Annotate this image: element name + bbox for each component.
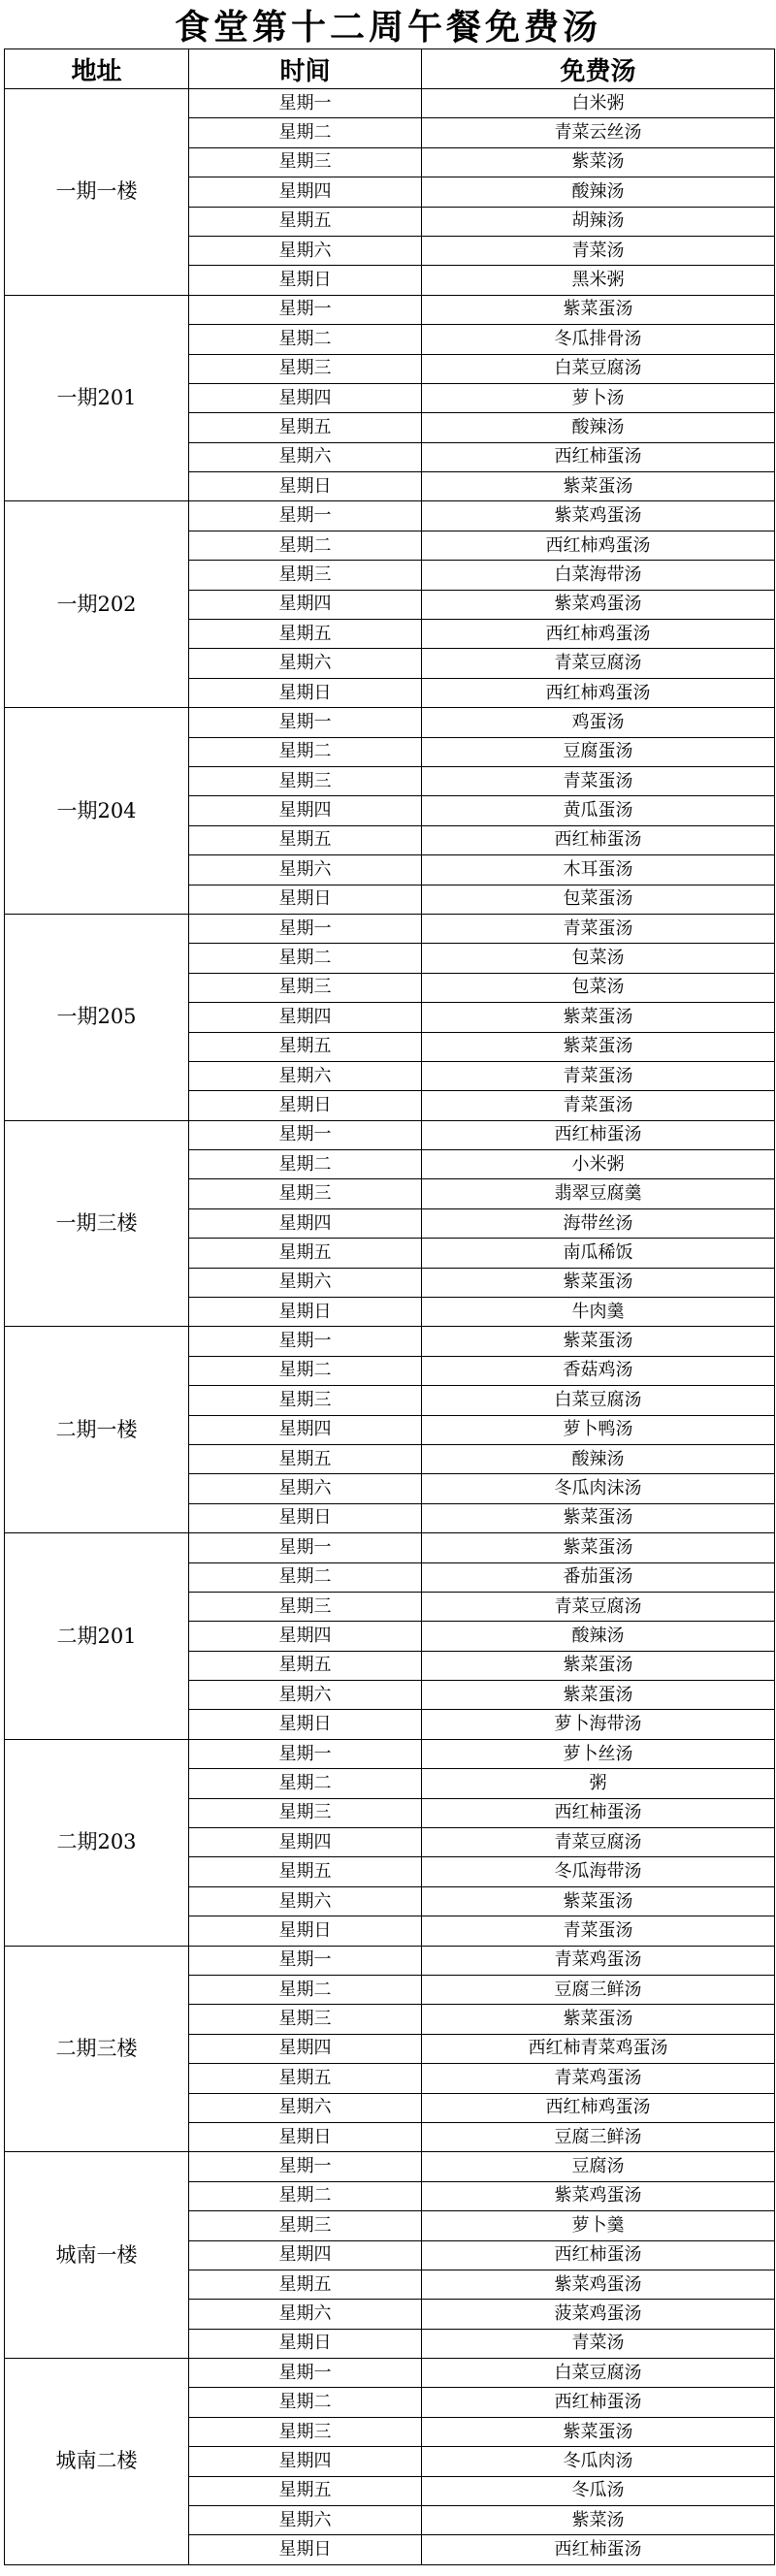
soup-cell: 紫菜蛋汤: [422, 2417, 775, 2446]
day-cell: 星期三: [189, 1179, 422, 1208]
location-cell: 二期201: [5, 1533, 189, 1740]
soup-cell: 青菜汤: [422, 2329, 775, 2358]
table-row: [5, 89, 775, 118]
soup-cell: 萝卜汤: [422, 383, 775, 412]
location-cell: 城南二楼: [5, 2359, 189, 2565]
day-cell: 星期一: [189, 914, 422, 943]
soup-cell: 紫菜蛋汤: [422, 2005, 775, 2034]
day-cell: 星期二: [189, 1769, 422, 1798]
day-cell: 星期六: [189, 236, 422, 265]
day-cell: 星期二: [189, 1150, 422, 1179]
soup-cell: 紫菜蛋汤: [422, 1327, 775, 1356]
soup-cell: 白菜豆腐汤: [422, 2359, 775, 2388]
soup-cell: 酸辣汤: [422, 1622, 775, 1651]
soup-cell: 豆腐三鲜汤: [422, 1976, 775, 2005]
day-cell: 星期四: [189, 1003, 422, 1032]
day-cell: 星期三: [189, 2211, 422, 2240]
day-cell: 星期五: [189, 207, 422, 236]
soup-cell: 包菜汤: [422, 944, 775, 973]
soup-cell: 西红柿蛋汤: [422, 1120, 775, 1149]
day-cell: 星期四: [189, 2447, 422, 2476]
soup-cell: 白菜豆腐汤: [422, 1386, 775, 1415]
header-row: [5, 49, 775, 89]
day-cell: 星期二: [189, 118, 422, 147]
table-row: [5, 295, 775, 324]
soup-cell: 西红柿蛋汤: [422, 825, 775, 854]
day-cell: 星期二: [189, 1976, 422, 2005]
day-cell: 星期五: [189, 620, 422, 649]
day-cell: 星期四: [189, 383, 422, 412]
table-row: [5, 2152, 775, 2181]
day-cell: 星期三: [189, 1386, 422, 1415]
soup-cell: 紫菜鸡蛋汤: [422, 2181, 775, 2210]
soup-cell: 木耳蛋汤: [422, 855, 775, 885]
day-cell: 星期二: [189, 944, 422, 973]
soup-cell: 青菜豆腐汤: [422, 1828, 775, 1857]
table-row: [5, 914, 775, 943]
soup-cell: 西红柿蛋汤: [422, 2388, 775, 2417]
soup-cell: 黑米粥: [422, 266, 775, 295]
soup-cell: 粥: [422, 1769, 775, 1798]
day-cell: 星期六: [189, 442, 422, 471]
day-cell: 星期四: [189, 2240, 422, 2270]
day-cell: 星期二: [189, 2181, 422, 2210]
soup-cell: 紫菜蛋汤: [422, 1032, 775, 1061]
day-cell: 星期日: [189, 472, 422, 501]
day-cell: 星期四: [189, 1622, 422, 1651]
soup-cell: 西红柿鸡蛋汤: [422, 2093, 775, 2122]
location-cell: 二期203: [5, 1739, 189, 1946]
soup-cell: 白菜豆腐汤: [422, 354, 775, 383]
soup-cell: 酸辣汤: [422, 413, 775, 442]
table-row: [5, 1533, 775, 1562]
table-row: [5, 708, 775, 737]
location-cell: 城南一楼: [5, 2152, 189, 2359]
day-cell: 星期五: [189, 1032, 422, 1061]
soup-cell: 西红柿鸡蛋汤: [422, 620, 775, 649]
soup-cell: 包菜蛋汤: [422, 885, 775, 914]
soup-cell: 白菜海带汤: [422, 561, 775, 590]
soup-cell: 紫菜汤: [422, 147, 775, 177]
header-soup: 免费汤: [422, 49, 775, 89]
soup-cell: 青菜蛋汤: [422, 1091, 775, 1120]
soup-cell: 紫菜蛋汤: [422, 1268, 775, 1297]
soup-cell: 萝卜海带汤: [422, 1710, 775, 1739]
location-cell: 一期一楼: [5, 89, 189, 296]
day-cell: 星期三: [189, 973, 422, 1002]
soup-cell: 紫菜鸡蛋汤: [422, 2270, 775, 2299]
soup-cell: 黄瓜蛋汤: [422, 796, 775, 825]
soup-cell: 青菜汤: [422, 236, 775, 265]
soup-cell: 豆腐三鲜汤: [422, 2122, 775, 2151]
soup-cell: 青菜蛋汤: [422, 766, 775, 795]
soup-cell: 青菜豆腐汤: [422, 649, 775, 678]
day-cell: 星期一: [189, 295, 422, 324]
day-cell: 星期六: [189, 1061, 422, 1090]
soup-cell: 小米粥: [422, 1150, 775, 1179]
location-cell: 二期三楼: [5, 1946, 189, 2152]
day-cell: 星期日: [189, 266, 422, 295]
soup-cell: 鸡蛋汤: [422, 708, 775, 737]
day-cell: 星期五: [189, 825, 422, 854]
day-cell: 星期四: [189, 1208, 422, 1238]
day-cell: 星期日: [189, 2535, 422, 2564]
day-cell: 星期一: [189, 1533, 422, 1562]
table-row: [5, 2359, 775, 2388]
day-cell: 星期二: [189, 325, 422, 354]
schedule-body: [5, 89, 775, 2565]
soup-cell: 萝卜鸭汤: [422, 1415, 775, 1444]
soup-cell: 冬瓜汤: [422, 2476, 775, 2505]
day-cell: 星期一: [189, 1946, 422, 1975]
day-cell: 星期二: [189, 737, 422, 766]
table-row: [5, 1739, 775, 1768]
table-row: [5, 501, 775, 531]
day-cell: 星期五: [189, 1239, 422, 1268]
day-cell: 星期日: [189, 1916, 422, 1946]
day-cell: 星期日: [189, 678, 422, 707]
table-row: [5, 1327, 775, 1356]
soup-cell: 西红柿蛋汤: [422, 2535, 775, 2564]
day-cell: 星期六: [189, 2506, 422, 2535]
day-cell: 星期二: [189, 2388, 422, 2417]
day-cell: 星期日: [189, 1710, 422, 1739]
day-cell: 星期一: [189, 2152, 422, 2181]
day-cell: 星期四: [189, 1415, 422, 1444]
day-cell: 星期六: [189, 1268, 422, 1297]
day-cell: 星期二: [189, 531, 422, 560]
table-row: [5, 1946, 775, 1975]
day-cell: 星期三: [189, 147, 422, 177]
soup-cell: 番茄蛋汤: [422, 1562, 775, 1592]
header-location: 地址: [5, 49, 189, 89]
day-cell: 星期五: [189, 2270, 422, 2299]
soup-cell: 紫菜蛋汤: [422, 1503, 775, 1532]
soup-cell: 冬瓜肉汤: [422, 2447, 775, 2476]
soup-cell: 包菜汤: [422, 973, 775, 1002]
day-cell: 星期一: [189, 501, 422, 531]
soup-cell: 青菜蛋汤: [422, 1916, 775, 1946]
day-cell: 星期四: [189, 1828, 422, 1857]
day-cell: 星期日: [189, 1091, 422, 1120]
soup-cell: 紫菜蛋汤: [422, 1651, 775, 1680]
soup-cell: 萝卜羹: [422, 2211, 775, 2240]
soup-cell: 豆腐汤: [422, 2152, 775, 2181]
day-cell: 星期六: [189, 1886, 422, 1916]
day-cell: 星期五: [189, 1651, 422, 1680]
day-cell: 星期一: [189, 708, 422, 737]
soup-cell: 南瓜稀饭: [422, 1239, 775, 1268]
day-cell: 星期四: [189, 177, 422, 207]
location-cell: 一期201: [5, 295, 189, 501]
soup-cell: 酸辣汤: [422, 177, 775, 207]
location-cell: 一期205: [5, 914, 189, 1120]
soup-cell: 西红柿鸡蛋汤: [422, 678, 775, 707]
day-cell: 星期三: [189, 1592, 422, 1621]
day-cell: 星期一: [189, 89, 422, 118]
day-cell: 星期三: [189, 1798, 422, 1827]
soup-cell: 西红柿蛋汤: [422, 442, 775, 471]
day-cell: 星期六: [189, 2093, 422, 2122]
day-cell: 星期日: [189, 2122, 422, 2151]
soup-cell: 冬瓜排骨汤: [422, 325, 775, 354]
day-cell: 星期日: [189, 885, 422, 914]
day-cell: 星期六: [189, 1474, 422, 1503]
soup-cell: 紫菜蛋汤: [422, 295, 775, 324]
day-cell: 星期六: [189, 649, 422, 678]
soup-cell: 西红柿蛋汤: [422, 1798, 775, 1827]
location-cell: 一期三楼: [5, 1120, 189, 1327]
soup-cell: 酸辣汤: [422, 1444, 775, 1473]
soup-cell: 豆腐蛋汤: [422, 737, 775, 766]
location-cell: 一期204: [5, 708, 189, 915]
location-cell: 一期202: [5, 501, 189, 708]
soup-cell: 翡翠豆腐羹: [422, 1179, 775, 1208]
header-time: 时间: [189, 49, 422, 89]
day-cell: 星期五: [189, 2476, 422, 2505]
day-cell: 星期六: [189, 1681, 422, 1710]
soup-cell: 西红柿青菜鸡蛋汤: [422, 2034, 775, 2063]
day-cell: 星期日: [189, 1503, 422, 1532]
day-cell: 星期五: [189, 2064, 422, 2093]
day-cell: 星期一: [189, 1120, 422, 1149]
soup-cell: 紫菜蛋汤: [422, 1681, 775, 1710]
day-cell: 星期五: [189, 1857, 422, 1886]
soup-cell: 青菜蛋汤: [422, 914, 775, 943]
soup-cell: 冬瓜肉沫汤: [422, 1474, 775, 1503]
soup-cell: 青菜鸡蛋汤: [422, 1946, 775, 1975]
day-cell: 星期日: [189, 1298, 422, 1327]
soup-cell: 香菇鸡汤: [422, 1356, 775, 1385]
soup-cell: 青菜蛋汤: [422, 1061, 775, 1090]
soup-cell: 紫菜蛋汤: [422, 1533, 775, 1562]
day-cell: 星期一: [189, 2359, 422, 2388]
page-title: 食堂第十二周午餐免费汤: [174, 6, 601, 48]
day-cell: 星期日: [189, 2329, 422, 2358]
soup-cell: 紫菜蛋汤: [422, 1886, 775, 1916]
soup-cell: 牛肉羹: [422, 1298, 775, 1327]
soup-cell: 西红柿蛋汤: [422, 2240, 775, 2270]
soup-cell: 紫菜鸡蛋汤: [422, 501, 775, 531]
day-cell: 星期三: [189, 2417, 422, 2446]
day-cell: 星期二: [189, 1562, 422, 1592]
day-cell: 星期一: [189, 1327, 422, 1356]
soup-cell: 紫菜鸡蛋汤: [422, 590, 775, 619]
day-cell: 星期三: [189, 354, 422, 383]
day-cell: 星期六: [189, 2300, 422, 2329]
soup-cell: 西红柿鸡蛋汤: [422, 531, 775, 560]
day-cell: 星期四: [189, 590, 422, 619]
day-cell: 星期三: [189, 766, 422, 795]
soup-cell: 胡辣汤: [422, 207, 775, 236]
day-cell: 星期五: [189, 1444, 422, 1473]
day-cell: 星期四: [189, 2034, 422, 2063]
soup-cell: 青菜鸡蛋汤: [422, 2064, 775, 2093]
soup-cell: 青菜云丝汤: [422, 118, 775, 147]
soup-schedule-table: [4, 48, 775, 2565]
soup-cell: 冬瓜海带汤: [422, 1857, 775, 1886]
day-cell: 星期二: [189, 1356, 422, 1385]
soup-cell: 海带丝汤: [422, 1208, 775, 1238]
table-row: [5, 1120, 775, 1149]
soup-cell: 紫菜汤: [422, 2506, 775, 2535]
day-cell: 星期六: [189, 855, 422, 885]
soup-cell: 菠菜鸡蛋汤: [422, 2300, 775, 2329]
soup-cell: 白米粥: [422, 89, 775, 118]
day-cell: 星期一: [189, 1739, 422, 1768]
soup-cell: 紫菜蛋汤: [422, 1003, 775, 1032]
day-cell: 星期三: [189, 2005, 422, 2034]
location-cell: 二期一楼: [5, 1327, 189, 1533]
day-cell: 星期三: [189, 561, 422, 590]
day-cell: 星期五: [189, 413, 422, 442]
day-cell: 星期四: [189, 796, 422, 825]
soup-cell: 紫菜蛋汤: [422, 472, 775, 501]
soup-cell: 青菜豆腐汤: [422, 1592, 775, 1621]
soup-cell: 萝卜丝汤: [422, 1739, 775, 1768]
